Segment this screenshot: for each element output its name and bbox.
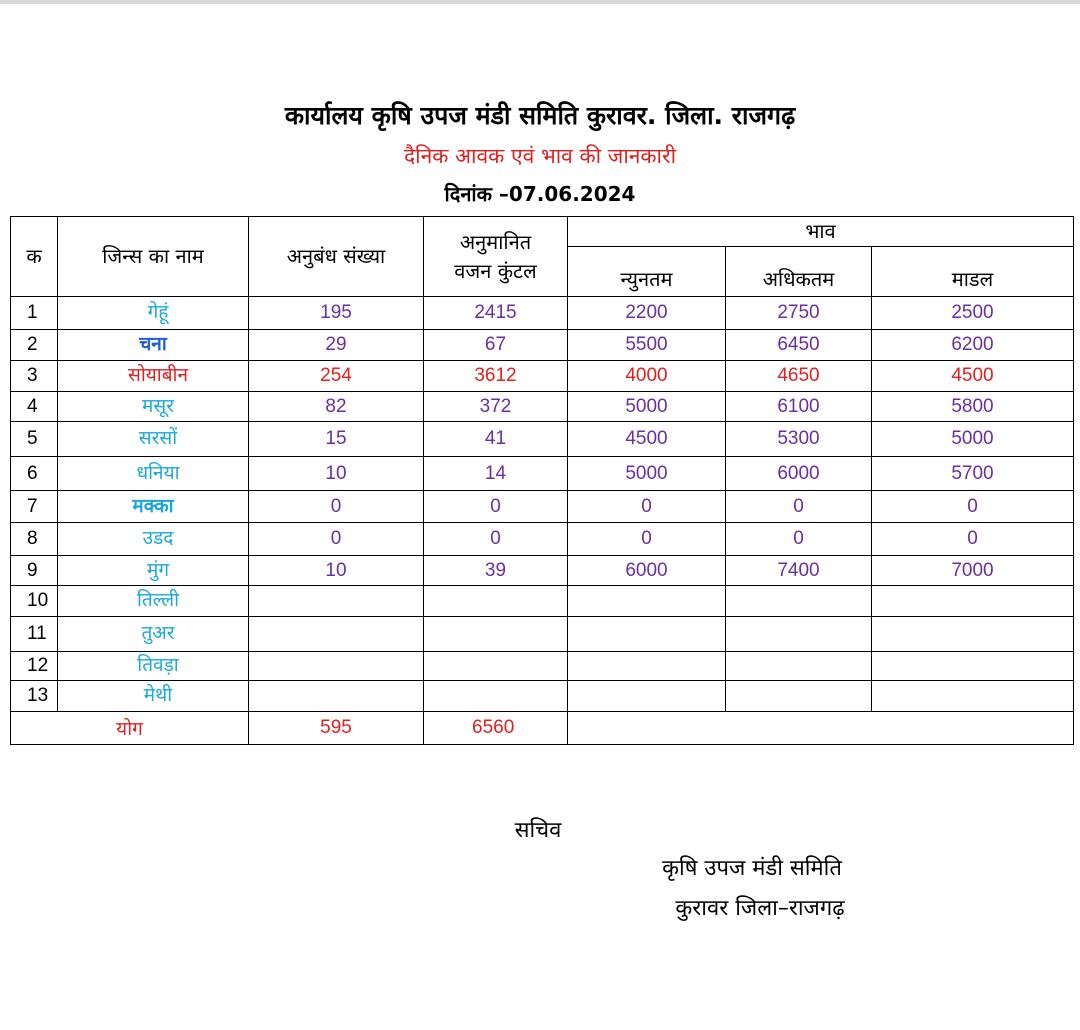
row-crop-name: मसूर bbox=[58, 392, 249, 422]
col-header-sno: क bbox=[11, 217, 58, 297]
row-sno: 10 bbox=[11, 586, 58, 617]
col-header-price-group: भाव bbox=[568, 217, 1074, 247]
row-crop-name: धनिया bbox=[58, 457, 249, 491]
row-sno: 13 bbox=[11, 681, 58, 712]
row-max-price: 5300 bbox=[726, 422, 872, 457]
col-header-min: न्युनतम bbox=[568, 247, 726, 297]
row-crop-name: तुअर bbox=[58, 617, 249, 652]
row-sno: 4 bbox=[11, 392, 58, 422]
row-max-price: 0 bbox=[726, 491, 872, 523]
report-date: दिनांक –07.06.2024 bbox=[444, 182, 636, 206]
row-min-price bbox=[568, 681, 726, 712]
total-label: योग bbox=[11, 712, 249, 745]
row-weight: 372 bbox=[424, 392, 568, 422]
col-header-max: अधिकतम bbox=[726, 247, 872, 297]
table-row bbox=[11, 586, 1074, 617]
mandi-price-table bbox=[10, 216, 1074, 745]
row-min-price: 6000 bbox=[568, 556, 726, 586]
row-sno: 11 bbox=[11, 617, 58, 652]
row-min-price: 4500 bbox=[568, 422, 726, 457]
row-min-price bbox=[568, 586, 726, 617]
table-row bbox=[11, 457, 1074, 491]
table-row bbox=[11, 491, 1074, 523]
table-body bbox=[11, 297, 1074, 712]
row-crop-name: तिल्ली bbox=[58, 586, 249, 617]
row-crop-name: मेथी bbox=[58, 681, 249, 712]
row-crop-name: मक्का bbox=[58, 491, 249, 523]
row-model-price: 5800 bbox=[872, 392, 1074, 422]
row-contracts: 195 bbox=[249, 297, 424, 330]
row-model-price: 6200 bbox=[872, 330, 1074, 361]
top-border-strip bbox=[0, 0, 1080, 4]
row-max-price: 7400 bbox=[726, 556, 872, 586]
row-min-price: 4000 bbox=[568, 361, 726, 392]
signature-place: कुरावर जिला–राजगढ़ bbox=[675, 896, 845, 921]
row-contracts: 10 bbox=[249, 556, 424, 586]
row-min-price: 2200 bbox=[568, 297, 726, 330]
row-weight: 3612 bbox=[424, 361, 568, 392]
row-sno: 1 bbox=[11, 297, 58, 330]
row-contracts: 15 bbox=[249, 422, 424, 457]
row-max-price: 6000 bbox=[726, 457, 872, 491]
row-max-price: 4650 bbox=[726, 361, 872, 392]
total-row bbox=[11, 712, 1074, 745]
col-header-crop: जिन्स का नाम bbox=[58, 217, 249, 297]
row-weight: 0 bbox=[424, 491, 568, 523]
row-weight: 41 bbox=[424, 422, 568, 457]
row-crop-name: तिवड़ा bbox=[58, 652, 249, 681]
row-model-price: 7000 bbox=[872, 556, 1074, 586]
row-weight bbox=[424, 681, 568, 712]
total-blank bbox=[568, 712, 1074, 745]
row-max-price: 2750 bbox=[726, 297, 872, 330]
row-sno: 12 bbox=[11, 652, 58, 681]
total-weight: 6560 bbox=[424, 712, 568, 745]
table-row bbox=[11, 556, 1074, 586]
row-model-price: 2500 bbox=[872, 297, 1074, 330]
row-max-price: 6450 bbox=[726, 330, 872, 361]
row-min-price bbox=[568, 617, 726, 652]
row-sno: 9 bbox=[11, 556, 58, 586]
row-sno: 8 bbox=[11, 523, 58, 556]
table-row bbox=[11, 523, 1074, 556]
row-max-price bbox=[726, 652, 872, 681]
row-crop-name: गेहूं bbox=[58, 297, 249, 330]
row-weight: 39 bbox=[424, 556, 568, 586]
row-crop-name: सरसों bbox=[58, 422, 249, 457]
row-model-price: 4500 bbox=[872, 361, 1074, 392]
col-header-weight-line1: अनुमानित bbox=[459, 229, 532, 254]
row-max-price bbox=[726, 617, 872, 652]
col-header-contracts: अनुबंध संख्या bbox=[249, 217, 424, 297]
row-max-price: 0 bbox=[726, 523, 872, 556]
row-crop-name: सोयाबीन bbox=[58, 361, 249, 392]
total-contracts: 595 bbox=[249, 712, 424, 745]
row-crop-name: मुंग bbox=[58, 556, 249, 586]
row-contracts bbox=[249, 586, 424, 617]
row-model-price bbox=[872, 652, 1074, 681]
row-weight bbox=[424, 586, 568, 617]
row-min-price: 0 bbox=[568, 523, 726, 556]
row-weight: 67 bbox=[424, 330, 568, 361]
row-model-price bbox=[872, 586, 1074, 617]
row-sno: 6 bbox=[11, 457, 58, 491]
row-weight: 0 bbox=[424, 523, 568, 556]
col-header-model: माडल bbox=[872, 247, 1074, 297]
row-weight bbox=[424, 652, 568, 681]
col-header-weight bbox=[424, 217, 568, 297]
row-max-price bbox=[726, 681, 872, 712]
row-sno: 2 bbox=[11, 330, 58, 361]
table-row bbox=[11, 422, 1074, 457]
row-crop-name: चना bbox=[58, 330, 249, 361]
row-contracts: 0 bbox=[249, 523, 424, 556]
table-row bbox=[11, 297, 1074, 330]
table-row bbox=[11, 361, 1074, 392]
row-contracts bbox=[249, 681, 424, 712]
row-max-price bbox=[726, 586, 872, 617]
row-model-price: 5000 bbox=[872, 422, 1074, 457]
row-contracts bbox=[249, 652, 424, 681]
office-title: कार्यालय कृषि उपज मंडी समिति कुरावर. जिला. राजगढ़ bbox=[284, 101, 796, 130]
report-subtitle: दैनिक आवक एवं भाव की जानकारी bbox=[403, 144, 677, 168]
row-max-price: 6100 bbox=[726, 392, 872, 422]
row-min-price: 5000 bbox=[568, 457, 726, 491]
row-contracts: 10 bbox=[249, 457, 424, 491]
row-model-price: 5700 bbox=[872, 457, 1074, 491]
row-model-price bbox=[872, 617, 1074, 652]
row-contracts: 254 bbox=[249, 361, 424, 392]
table-row bbox=[11, 681, 1074, 712]
row-sno: 5 bbox=[11, 422, 58, 457]
row-sno: 3 bbox=[11, 361, 58, 392]
row-contracts: 29 bbox=[249, 330, 424, 361]
signature-office: कृषि उपज मंडी समिति bbox=[662, 856, 842, 881]
row-contracts bbox=[249, 617, 424, 652]
row-model-price: 0 bbox=[872, 523, 1074, 556]
signature-designation: सचिव bbox=[514, 818, 562, 843]
table-row bbox=[11, 617, 1074, 652]
row-weight bbox=[424, 617, 568, 652]
table-row bbox=[11, 652, 1074, 681]
row-weight: 2415 bbox=[424, 297, 568, 330]
row-model-price bbox=[872, 681, 1074, 712]
row-min-price: 0 bbox=[568, 491, 726, 523]
row-crop-name: उडद bbox=[58, 523, 249, 556]
row-sno: 7 bbox=[11, 491, 58, 523]
table-row bbox=[11, 330, 1074, 361]
row-contracts: 82 bbox=[249, 392, 424, 422]
col-header-weight-line2: वजन कुंटल bbox=[454, 258, 537, 283]
row-min-price: 5500 bbox=[568, 330, 726, 361]
row-min-price: 5000 bbox=[568, 392, 726, 422]
row-model-price: 0 bbox=[872, 491, 1074, 523]
row-contracts: 0 bbox=[249, 491, 424, 523]
row-min-price bbox=[568, 652, 726, 681]
table-row bbox=[11, 392, 1074, 422]
row-weight: 14 bbox=[424, 457, 568, 491]
